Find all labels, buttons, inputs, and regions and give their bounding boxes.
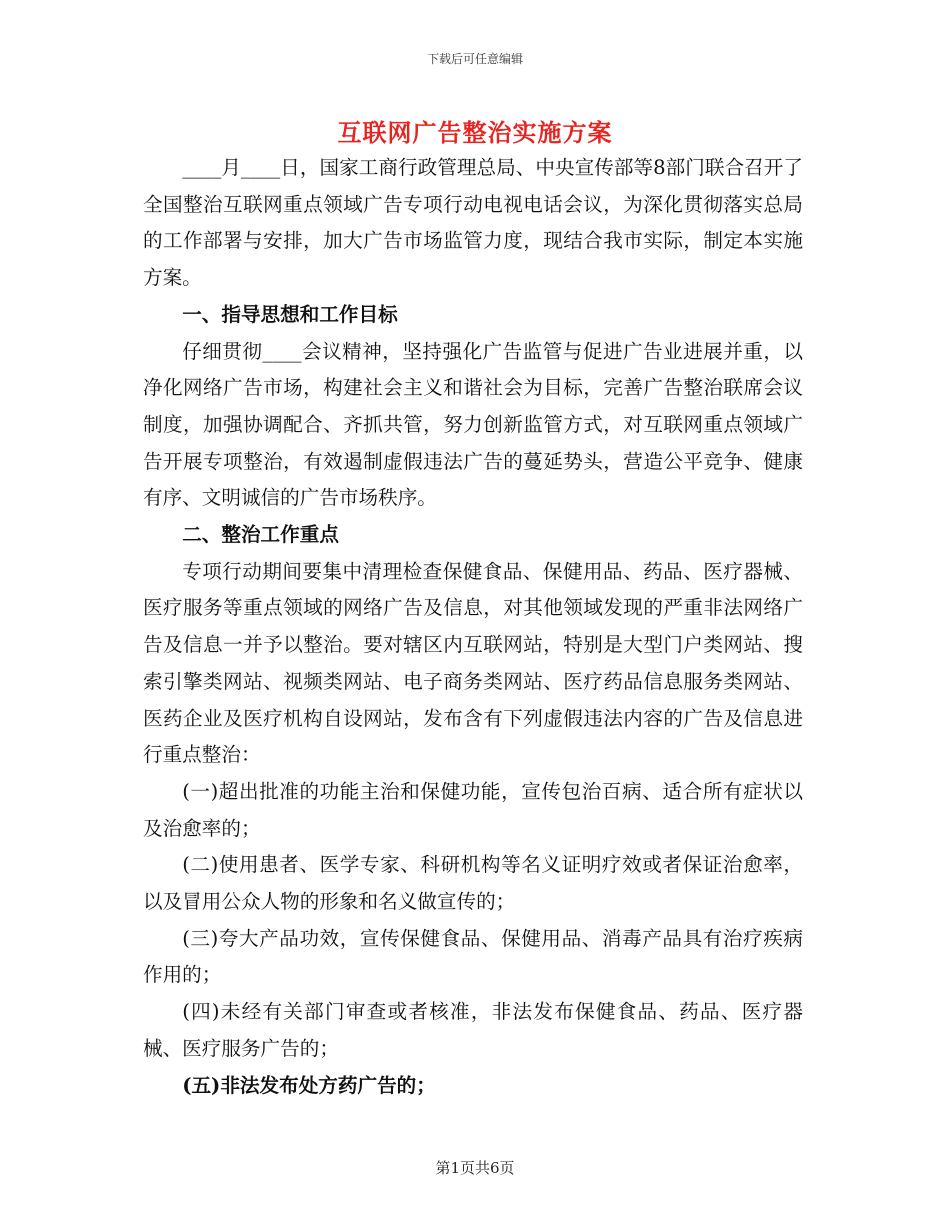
header-note: 下载后可任意编辑: [426, 52, 523, 66]
list-item: (一)超出批准的功能主治和保健功能，宣传包治百病、适合所有症状以及治愈率的；: [143, 779, 803, 840]
section2-paragraph: 专项行动期间要集中清理检查保健食品、保健用品、药品、医疗器械、医疗服务等重点领域的网络广告及信息，对其他领域发现的严重非法网络广告及信息一并予以整治。要对辖区内互联网站，特别是大型门户类网站、搜索引擎类网站、视频类网站、电子商务类网站、医疗药品信息服务类网站、医药企业及医疗机构自设网站，发布含有下列虚假违法内容的广告及信息进行重点整治：: [143, 559, 803, 767]
page-footer: 第1页共6页: [435, 1159, 515, 1177]
section2-heading: 二、整治工作重点: [182, 523, 339, 547]
section1-heading: 一、指导思想和工作目标: [182, 302, 398, 326]
list-item: (五)非法发布处方药广告的；: [182, 1073, 436, 1097]
list-item: (四)未经有关部门审查或者核准，非法发布保健食品、药品、医疗器械、医疗服务广告的；: [143, 1000, 803, 1060]
list-item: (三)夸大产品功效，宣传保健食品、保健用品、消毒产品具有治疗疾病作用的；: [143, 926, 803, 987]
document-title: 互联网广告整治实施方案: [337, 118, 613, 147]
intro-paragraph: ____月____日，国家工商行政管理总局、中央宣传部等8部门联合召开了全国整治互联网重点领域广告专项行动电视电话会议，为深化贯彻落实总局的工作部署与安排，加大广告市场监管力度，现结合我市实际，制定本实施方案。: [143, 156, 803, 290]
document-body: [143, 150, 803, 1104]
list-item: (二)使用患者、医学专家、科研机构等名义证明疗效或者保证治愈率，以及冒用公众人物的形象和名义做宣传的；: [143, 853, 803, 914]
section1-paragraph: 仔细贯彻____会议精神，坚持强化广告监管与促进广告业进展并重，以净化网络广告市场，构建社会主义和谐社会为目标，完善广告整治联席会议制度，加强协调配合、齐抓共管，努力创新监管方式，对互联网重点领域广告开展专项整治，有效遏制虚假违法广告的蔓延势头，营造公平竞争、健康有序、文明诚信的广告市场秩序。: [143, 339, 803, 510]
